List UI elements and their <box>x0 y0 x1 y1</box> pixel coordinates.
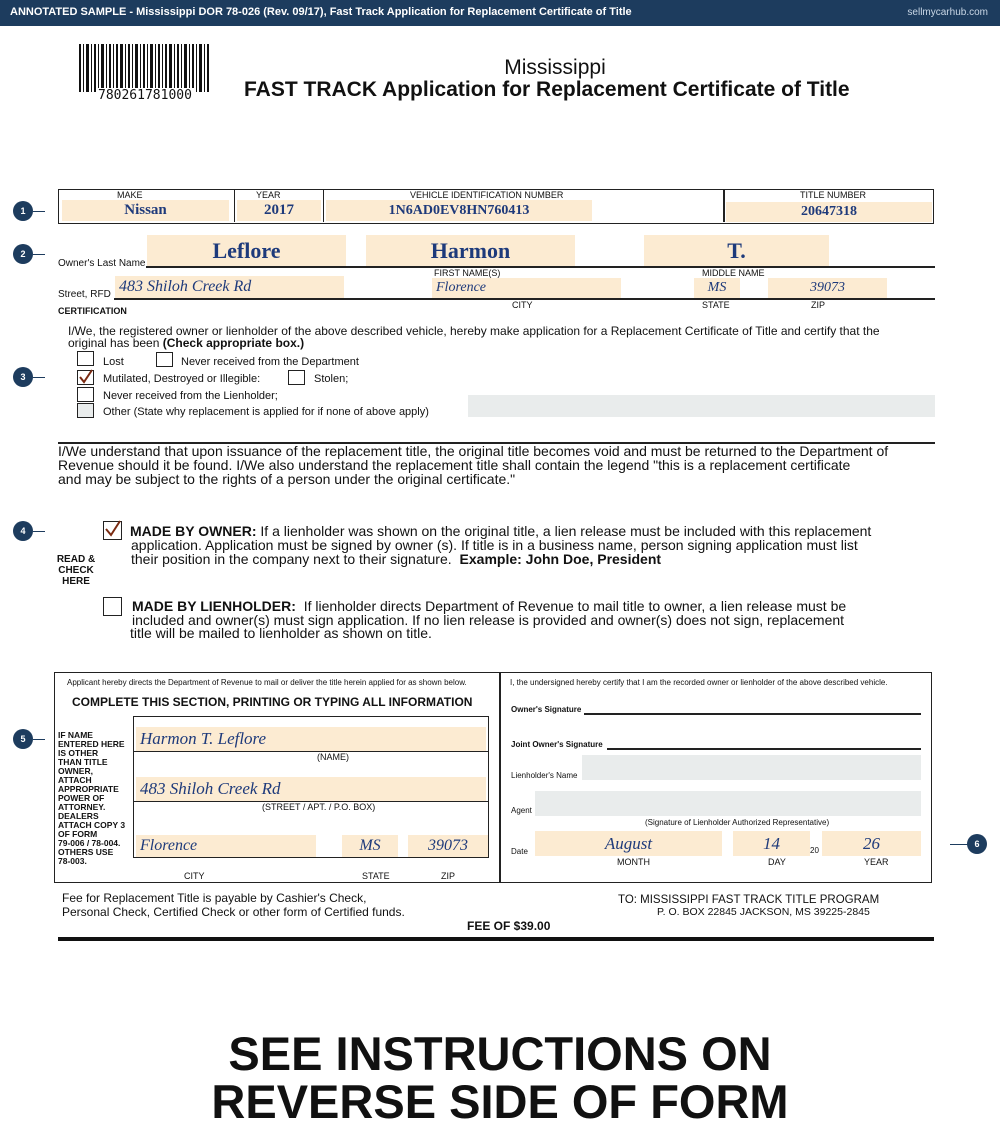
made-by-lienholder-line-1 <box>132 599 846 613</box>
read-check-line-1: READ & <box>56 554 96 565</box>
footer-line-2: REVERSE SIDE OF FORM <box>211 1075 789 1128</box>
owner-middle-name-field[interactable]: T. <box>644 235 829 266</box>
made-by-owner-checkbox[interactable] <box>103 521 122 540</box>
never-received-dept-label: Never received from the Department <box>181 356 359 368</box>
mailing-direct-text: Applicant hereby directs the Department of Revenue to mail or deliver the title herein applied for as shown below. <box>67 678 467 687</box>
stolen-label: Stolen; <box>314 373 349 385</box>
made-by-lienholder-line-3: title will be mailed to lienholder as shown on title. <box>130 625 432 641</box>
mailing-street-label: (STREET / APT. / P.O. BOX) <box>262 802 376 812</box>
banner-site-link[interactable]: sellmycarhub.com <box>907 7 988 18</box>
mailing-city-field[interactable]: Florence <box>136 835 316 857</box>
never-received-dept-checkbox[interactable] <box>156 352 173 367</box>
city-label: CITY <box>512 300 533 310</box>
certify-text: I, the undersigned hereby certify that I am the recorded owner or lienholder of the above described vehicle. <box>510 678 888 687</box>
date-year-field[interactable]: 26 <box>822 831 921 856</box>
read-check-line-2: CHECK <box>58 565 94 576</box>
read-check-here <box>52 554 100 587</box>
form-title: FAST TRACK Application for Replacement Certificate of Title <box>244 78 850 101</box>
annotation-badge-1: 1 <box>13 201 33 221</box>
made-by-owner-line-1 <box>130 524 871 538</box>
other-label: Other (State why replacement is applied for if none of above apply) <box>103 406 429 418</box>
check-appropriate-note: (Check appropriate box.) <box>162 336 305 350</box>
owner-city-field[interactable]: Florence <box>432 278 621 298</box>
box-divider <box>499 672 501 883</box>
mailing-state-field[interactable]: MS <box>342 835 398 857</box>
mailing-side-note: IF NAME ENTERED HERE IS OTHER THAN TITLE OWNER, ATTACH APPROPRIATE POWER OF ATTORNEY. DEALERS ATTACH COPY 3 OF FORM 79-006 / 78-004. OTHERS USE 78-003. <box>58 730 126 866</box>
annotation-badge-5: 5 <box>13 729 33 749</box>
mailing-street-field[interactable]: 483 Shiloh Creek Rd <box>136 777 486 801</box>
badge-leader-2 <box>33 254 45 255</box>
mailing-state-label: STATE <box>362 871 390 881</box>
year-field[interactable]: 2017 <box>237 200 321 221</box>
badge-leader-3 <box>33 377 45 378</box>
made-by-lienholder-text-1: If lienholder directs Department of Revenue to mail title to owner, a lien release must be <box>303 598 847 614</box>
understand-line-3: and may be subject to the rights of a person under the original certificate." <box>58 471 516 487</box>
annotation-banner <box>0 0 1000 26</box>
annotation-badge-2: 2 <box>13 244 33 264</box>
badge-leader-6 <box>950 844 968 845</box>
date-month-field[interactable]: August <box>535 831 722 856</box>
owner-last-name-label: Owner's Last Name <box>58 258 146 269</box>
owner-state-field[interactable]: MS <box>694 278 740 298</box>
fee-line-2: Personal Check, Certified Check or other form of Certified funds. <box>62 905 405 919</box>
agent-note: (Signature of Lienholder Authorized Representative) <box>645 818 830 827</box>
understand-line-1: I/We understand that upon issuance of the replacement title, the original title becomes void and must be returned to the Department of <box>58 443 889 459</box>
date-label: Date <box>511 847 528 856</box>
badge-leader-4 <box>33 531 45 532</box>
made-by-owner-line-3 <box>131 552 661 566</box>
badge-leader-1 <box>33 211 45 212</box>
date-century: 20 <box>810 846 819 855</box>
lost-label: Lost <box>103 356 124 368</box>
badge-leader-5 <box>33 739 45 740</box>
owner-street-field[interactable]: 483 Shiloh Creek Rd <box>115 276 344 298</box>
owner-first-name-field[interactable]: Harmon <box>366 235 575 266</box>
read-check-line-3: HERE <box>62 576 90 587</box>
mailing-name-field[interactable]: Harmon T. Leflore <box>136 727 486 751</box>
other-reason-field[interactable] <box>468 395 935 417</box>
made-by-owner-text-1: If a lienholder was shown on the original title, a lien release must be included with this replacement <box>260 523 872 539</box>
street-label: Street, RFD <box>58 289 111 300</box>
mailing-zip-field[interactable]: 39073 <box>408 835 488 857</box>
title-number-label: TITLE NUMBER <box>800 190 867 200</box>
owner-signature-line[interactable] <box>584 713 921 715</box>
vin-label: VEHICLE IDENTIFICATION NUMBER <box>410 190 564 200</box>
middle-name-label: MIDDLE NAME <box>702 268 765 278</box>
certification-heading: CERTIFICATION <box>58 306 127 316</box>
made-by-owner-line-2: application. Application must be signed by owner (s). If title is in a business name, person signing application must list <box>131 537 858 553</box>
banner-title: ANNOTATED SAMPLE - Mississippi DOR 78-026 (Rev. 09/17), Fast Track Application for Replacement Certificate of Title <box>10 6 632 18</box>
date-year-label: YEAR <box>864 857 889 867</box>
owner-last-name-field[interactable]: Leflore <box>147 235 346 266</box>
vin-field[interactable]: 1N6AD0EV8HN760413 <box>326 200 592 221</box>
mail-to-line-2: P. O. BOX 22845 JACKSON, MS 39225-2845 <box>657 906 870 918</box>
never-received-lienholder-label: Never received from the Lienholder; <box>103 390 278 402</box>
footer-instructions <box>0 1027 1000 1128</box>
joint-owner-signature-line[interactable] <box>607 748 921 750</box>
mutilated-label: Mutilated, Destroyed or Illegible: <box>103 373 261 385</box>
first-name-label: FIRST NAME(S) <box>434 268 501 278</box>
agent-signature-field[interactable] <box>535 791 921 816</box>
date-month-label: MONTH <box>617 857 650 867</box>
certification-line-2 <box>68 336 304 350</box>
mailing-city-label: CITY <box>184 871 205 881</box>
owner-zip-field[interactable]: 39073 <box>768 278 887 298</box>
year-label: YEAR <box>256 190 281 200</box>
owner-name-underline <box>146 266 935 268</box>
fee-divider <box>58 937 934 941</box>
made-by-lienholder-line-2: included and owner(s) must sign application. If no lien release is provided and owner(s) does not sign, replacement <box>132 612 845 628</box>
made-by-lienholder-title: MADE BY LIENHOLDER: <box>132 598 296 614</box>
mailing-name-label: (NAME) <box>317 752 349 762</box>
date-day-label: DAY <box>768 857 786 867</box>
annotation-badge-6: 6 <box>967 834 987 854</box>
footer-line-1: SEE INSTRUCTIONS ON <box>228 1027 772 1080</box>
made-by-owner-text-3: their position in the company next to their signature. <box>131 551 452 567</box>
understand-line-2: Revenue should it be found. I/We also understand the replacement title shall contain the legend "this is a replacement certificate <box>58 457 851 473</box>
annotation-badge-4: 4 <box>13 521 33 541</box>
made-by-owner-example: Example: John Doe, President <box>459 551 662 567</box>
mail-to-line-1: TO: MISSISSIPPI FAST TRACK TITLE PROGRAM <box>618 894 880 906</box>
fee-line-1: Fee for Replacement Title is payable by Cashier's Check, <box>62 891 367 905</box>
state-label: STATE <box>702 300 730 310</box>
agent-label: Agent <box>511 806 532 815</box>
annotation-badge-3: 3 <box>13 367 33 387</box>
made-by-lienholder-checkbox[interactable] <box>103 597 122 616</box>
zip-label: ZIP <box>811 300 826 310</box>
owner-signature-label: Owner's Signature <box>511 705 582 714</box>
checkmark-icon <box>103 519 122 538</box>
stolen-checkbox[interactable] <box>288 370 305 385</box>
complete-section-heading: COMPLETE THIS SECTION, PRINTING OR TYPING ALL INFORMATION <box>72 695 473 709</box>
date-day-field[interactable]: 14 <box>733 831 810 856</box>
never-received-lienholder-checkbox[interactable] <box>77 387 94 402</box>
lienholder-name-field[interactable] <box>582 755 921 780</box>
mutilated-checkbox[interactable] <box>77 370 94 385</box>
lost-checkbox[interactable] <box>77 351 94 366</box>
mailing-zip-label: ZIP <box>441 871 456 881</box>
fee-amount: FEE OF $39.00 <box>467 919 551 933</box>
make-field[interactable]: Nissan <box>62 200 229 221</box>
form-state: Mississippi <box>504 56 606 79</box>
certification-line-1: I/We, the registered owner or lienholder of the above described vehicle, hereby make application for a Replacement Certificate of Title and certify that the <box>68 324 880 338</box>
other-checkbox[interactable] <box>77 403 94 418</box>
checkmark-icon <box>77 369 94 384</box>
lienholder-name-label: Lienholder's Name <box>511 771 578 780</box>
barcode-number: 780261781000 <box>98 88 192 103</box>
made-by-owner-title: MADE BY OWNER: <box>130 523 257 539</box>
certification-line-2-text: original has been <box>68 336 160 350</box>
joint-owner-signature-label: Joint Owner's Signature <box>511 740 603 749</box>
title-number-field[interactable]: 20647318 <box>726 202 932 222</box>
make-label: MAKE <box>117 190 143 200</box>
